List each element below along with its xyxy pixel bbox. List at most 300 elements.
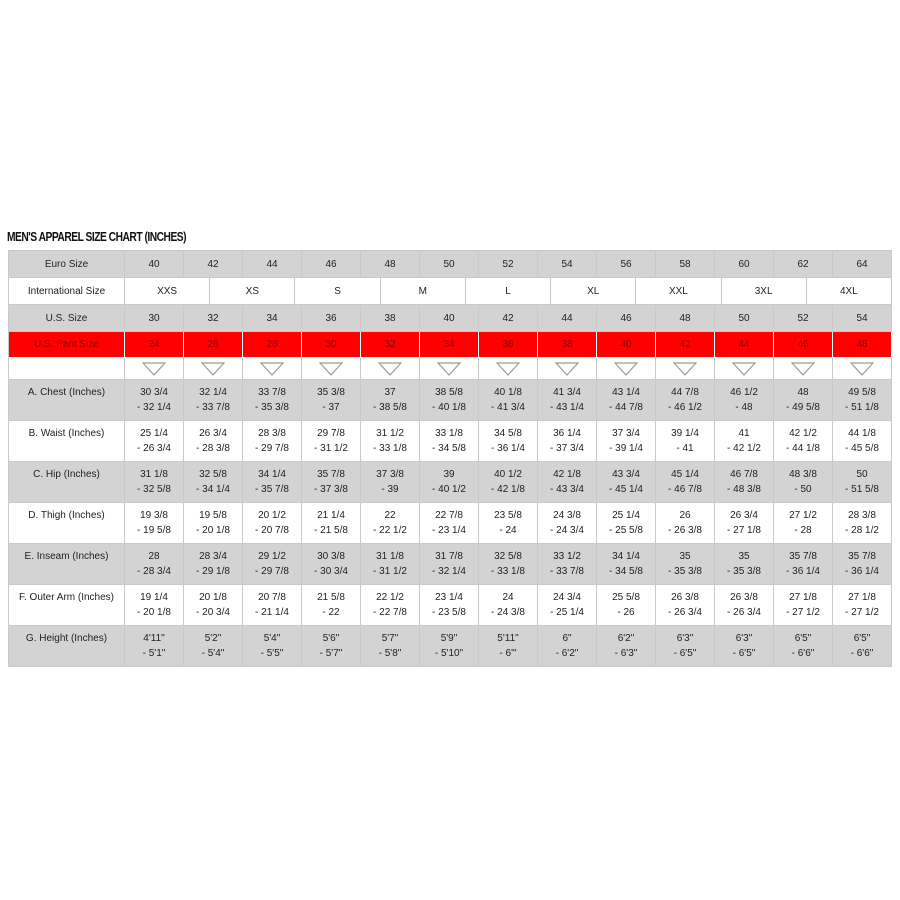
range-end: - 32 5/8: [137, 484, 171, 495]
arrow-cell: [715, 358, 774, 380]
range-start: 44 7/8: [671, 387, 699, 398]
us-pant-size-cell: 42: [656, 332, 715, 358]
range-end: - 34 1/4: [196, 484, 230, 495]
range-end: - 40 1/8: [432, 402, 466, 413]
range-start: 22: [384, 510, 396, 521]
range-end: - 33 7/8: [196, 402, 230, 413]
measurement-cell: [715, 421, 774, 462]
international-size-cell: XS: [210, 278, 295, 305]
us-pant-size-cell: 26: [184, 332, 243, 358]
range-start: 27 1/8: [789, 592, 817, 603]
measurement-cell: [125, 380, 184, 421]
range-start: 37 3/8: [376, 469, 404, 480]
us-pant-size-cell: 34: [420, 332, 479, 358]
euro-size-cell: 64: [833, 251, 892, 278]
measurement-cell: [833, 626, 892, 667]
range-start: 31 1/2: [376, 428, 404, 439]
range-start: 43 3/4: [612, 469, 640, 480]
range-end: - 31 1/2: [314, 443, 348, 454]
range-end: - 46 7/8: [668, 484, 702, 495]
range-end: - 24: [499, 525, 517, 536]
measurement-cell: [479, 503, 538, 544]
range-end: - 41: [676, 443, 694, 454]
range-end: - 37 3/8: [314, 484, 348, 495]
range-start: 21 1/4: [317, 510, 345, 521]
range-end: - 26 3/4: [727, 607, 761, 618]
range-start: 38 5/8: [435, 387, 463, 398]
down-arrow-icon: [850, 362, 874, 376]
range-end: - 43 3/4: [550, 484, 584, 495]
range-start: 34 1/4: [258, 469, 286, 480]
range-start: 6'5": [794, 633, 812, 644]
range-end: - 35 3/8: [668, 566, 702, 577]
down-arrow-icon: [319, 362, 343, 376]
range-start: 35: [679, 551, 691, 562]
range-end: - 20 1/8: [137, 607, 171, 618]
measurement-cell: [715, 462, 774, 503]
us-size-cell: 40: [420, 305, 479, 332]
range-end: - 27 1/2: [845, 607, 879, 618]
range-start: 5'9": [440, 633, 458, 644]
arrow-row-spacer: [9, 358, 125, 380]
range-end: - 44 1/8: [786, 443, 820, 454]
range-start: 20 1/8: [199, 592, 227, 603]
range-start: 43 1/4: [612, 387, 640, 398]
measurement-cell: [420, 380, 479, 421]
measurement-cell: [715, 626, 774, 667]
range-end: - 31 1/2: [373, 566, 407, 577]
measurement-label: G. Height (Inches): [9, 626, 125, 667]
arrow-cell: [184, 358, 243, 380]
measurement-cell: [125, 462, 184, 503]
measurement-cell: [597, 626, 656, 667]
range-end: - 36 1/4: [845, 566, 879, 577]
euro-size-cell: 40: [125, 251, 184, 278]
range-end: - 51 5/8: [845, 484, 879, 495]
range-end: - 43 1/4: [550, 402, 584, 413]
range-start: 5'6": [322, 633, 340, 644]
euro-size-row: [8, 250, 892, 278]
measurement-cell: [243, 626, 302, 667]
range-start: 19 1/4: [140, 592, 168, 603]
measurement-cell: [361, 380, 420, 421]
range-end: - 27 1/8: [727, 525, 761, 536]
range-start: 33 7/8: [258, 387, 286, 398]
measurement-cell: [302, 626, 361, 667]
measurement-cell: [184, 626, 243, 667]
range-end: - 6'5": [732, 648, 756, 659]
measurement-label: A. Chest (Inches): [9, 380, 125, 421]
range-start: 35 7/8: [848, 551, 876, 562]
range-end: - 28: [794, 525, 812, 536]
euro-size-cell: 54: [538, 251, 597, 278]
range-end: - 20 1/8: [196, 525, 230, 536]
euro-size-cell: 60: [715, 251, 774, 278]
range-start: 40 1/2: [494, 469, 522, 480]
range-end: - 21 1/4: [255, 607, 289, 618]
range-start: 26: [679, 510, 691, 521]
range-start: 41: [738, 428, 750, 439]
range-end: - 6'2": [555, 648, 579, 659]
range-end: - 29 1/8: [196, 566, 230, 577]
range-start: 5'4": [263, 633, 281, 644]
measurement-cell: [243, 421, 302, 462]
measurement-cell: [243, 544, 302, 585]
range-end: - 42 1/8: [491, 484, 525, 495]
range-start: 25 1/4: [612, 510, 640, 521]
us-size-cell: 34: [243, 305, 302, 332]
measurement-label: C. Hip (Inches): [9, 462, 125, 503]
range-start: 6'3": [735, 633, 753, 644]
down-arrow-icon: [614, 362, 638, 376]
range-end: - 20 7/8: [255, 525, 289, 536]
arrow-cell: [656, 358, 715, 380]
range-start: 46 7/8: [730, 469, 758, 480]
measurement-cell: [715, 503, 774, 544]
us-pant-size-cell: 30: [302, 332, 361, 358]
measurement-cell: [184, 544, 243, 585]
range-start: 33 1/2: [553, 551, 581, 562]
range-start: 5'11": [497, 633, 519, 644]
range-end: - 6'6": [791, 648, 815, 659]
range-end: - 6'3": [614, 648, 638, 659]
range-end: - 19 5/8: [137, 525, 171, 536]
range-start: 19 5/8: [199, 510, 227, 521]
measurement-cell: [656, 503, 715, 544]
measurement-label: D. Thigh (Inches): [9, 503, 125, 544]
international-size-cell: XL: [551, 278, 636, 305]
measurement-cell: [656, 585, 715, 626]
measurement-cell: [774, 585, 833, 626]
arrow-row: [8, 358, 892, 380]
range-end: - 37 3/4: [550, 443, 584, 454]
us-pant-size-cell: 36: [479, 332, 538, 358]
range-start: 28 3/4: [199, 551, 227, 562]
us-size-cell: 36: [302, 305, 361, 332]
euro-size-cell: 56: [597, 251, 656, 278]
us-pant-size-cell: 38: [538, 332, 597, 358]
measurement-cell: [184, 585, 243, 626]
measurement-cell: [774, 421, 833, 462]
measurement-row: [8, 503, 892, 544]
range-start: 33 1/8: [435, 428, 463, 439]
us-pant-size-cell: 44: [715, 332, 774, 358]
us-pant-size-label: U.S. Pant Size: [9, 332, 125, 358]
range-end: - 5'5": [260, 648, 284, 659]
measurement-cell: [479, 585, 538, 626]
euro-size-cell: 46: [302, 251, 361, 278]
euro-size-cell: 62: [774, 251, 833, 278]
range-start: 5'7": [381, 633, 399, 644]
range-end: - 5'7": [319, 648, 343, 659]
chart-title: MEN'S APPAREL SIZE CHART (INCHES): [7, 230, 187, 244]
range-start: 28: [148, 551, 160, 562]
measurement-cell: [656, 626, 715, 667]
measurement-cell: [243, 380, 302, 421]
measurement-cell: [597, 585, 656, 626]
measurement-cell: [833, 380, 892, 421]
range-end: - 24 3/4: [550, 525, 584, 536]
range-end: - 27 1/2: [786, 607, 820, 618]
range-end: - 46 1/2: [668, 402, 702, 413]
range-end: - 25 1/4: [550, 607, 584, 618]
range-start: 42 1/8: [553, 469, 581, 480]
us-pant-size-cell: 28: [243, 332, 302, 358]
measurement-cell: [656, 421, 715, 462]
measurement-cell: [538, 544, 597, 585]
range-start: 5'2": [204, 633, 222, 644]
range-start: 23 5/8: [494, 510, 522, 521]
size-chart-table: [8, 250, 892, 667]
range-start: 27 1/8: [848, 592, 876, 603]
us-size-cell: 44: [538, 305, 597, 332]
range-end: - 35 3/8: [255, 402, 289, 413]
range-start: 21 5/8: [317, 592, 345, 603]
range-end: - 23 5/8: [432, 607, 466, 618]
measurement-cell: [656, 380, 715, 421]
range-end: - 39: [381, 484, 399, 495]
range-start: 22 7/8: [435, 510, 463, 521]
range-start: 28 3/8: [258, 428, 286, 439]
range-end: - 34 5/8: [609, 566, 643, 577]
range-start: 28 3/8: [848, 510, 876, 521]
range-start: 32 5/8: [199, 469, 227, 480]
down-arrow-icon: [496, 362, 520, 376]
range-end: - 41 3/4: [491, 402, 525, 413]
arrow-cell: [361, 358, 420, 380]
measurement-cell: [420, 421, 479, 462]
international-size-row: [8, 278, 892, 305]
us-pant-size-cell: 48: [833, 332, 892, 358]
international-size-cell: XXS: [125, 278, 210, 305]
down-arrow-icon: [142, 362, 166, 376]
range-start: 49 5/8: [848, 387, 876, 398]
range-end: - 33 1/8: [491, 566, 525, 577]
range-end: - 50: [794, 484, 812, 495]
range-end: - 6'5": [673, 648, 697, 659]
range-start: 20 1/2: [258, 510, 286, 521]
euro-size-cell: 42: [184, 251, 243, 278]
range-start: 41 3/4: [553, 387, 581, 398]
international-size-cell: S: [295, 278, 380, 305]
range-start: 48 3/8: [789, 469, 817, 480]
measurement-cell: [597, 503, 656, 544]
range-end: - 28 3/8: [196, 443, 230, 454]
range-start: 6'3": [676, 633, 694, 644]
range-start: 30 3/4: [140, 387, 168, 398]
range-end: - 29 7/8: [255, 566, 289, 577]
measurement-row: [8, 544, 892, 585]
range-end: - 48: [735, 402, 753, 413]
range-end: - 51 1/8: [845, 402, 879, 413]
range-start: 27 1/2: [789, 510, 817, 521]
measurement-cell: [538, 503, 597, 544]
measurement-cell: [420, 626, 479, 667]
measurement-cell: [774, 544, 833, 585]
range-end: - 5'10": [434, 648, 464, 659]
measurement-cell: [243, 462, 302, 503]
euro-size-cell: 48: [361, 251, 420, 278]
range-start: 44 1/8: [848, 428, 876, 439]
measurement-cell: [597, 380, 656, 421]
us-pant-size-row: [8, 332, 892, 358]
range-start: 31 1/8: [140, 469, 168, 480]
measurement-cell: [538, 585, 597, 626]
range-end: - 21 5/8: [314, 525, 348, 536]
measurement-cell: [833, 503, 892, 544]
range-start: 34 5/8: [494, 428, 522, 439]
range-start: 45 1/4: [671, 469, 699, 480]
down-arrow-icon: [791, 362, 815, 376]
measurement-label: F. Outer Arm (Inches): [9, 585, 125, 626]
arrow-cell: [125, 358, 184, 380]
range-end: - 29 7/8: [255, 443, 289, 454]
range-start: 50: [856, 469, 868, 480]
measurement-row: [8, 462, 892, 503]
measurement-cell: [538, 626, 597, 667]
range-end: - 49 5/8: [786, 402, 820, 413]
down-arrow-icon: [260, 362, 284, 376]
range-end: - 6'6": [850, 648, 874, 659]
measurement-cell: [302, 503, 361, 544]
us-size-cell: 32: [184, 305, 243, 332]
measurement-cell: [479, 544, 538, 585]
euro-size-label: Euro Size: [9, 251, 125, 278]
range-end: - 32 1/4: [137, 402, 171, 413]
range-end: - 38 5/8: [373, 402, 407, 413]
measurement-cell: [479, 421, 538, 462]
range-end: - 33 1/8: [373, 443, 407, 454]
measurement-cell: [302, 421, 361, 462]
range-end: - 5'1": [142, 648, 166, 659]
range-end: - 44 7/8: [609, 402, 643, 413]
international-size-cell: XXL: [636, 278, 721, 305]
measurement-cell: [774, 380, 833, 421]
range-end: - 37: [322, 402, 340, 413]
range-start: 26 3/8: [671, 592, 699, 603]
range-start: 23 1/4: [435, 592, 463, 603]
range-end: - 36 1/4: [491, 443, 525, 454]
us-pant-size-cell: 40: [597, 332, 656, 358]
range-start: 48: [797, 387, 809, 398]
range-start: 32 5/8: [494, 551, 522, 562]
measurement-cell: [597, 544, 656, 585]
international-size-cell: 4XL: [807, 278, 892, 305]
us-pant-size-cell: 46: [774, 332, 833, 358]
measurement-cell: [538, 421, 597, 462]
range-start: 37: [384, 387, 396, 398]
measurement-cell: [302, 380, 361, 421]
range-start: 26 3/8: [730, 592, 758, 603]
measurement-cell: [656, 462, 715, 503]
measurement-cell: [420, 503, 479, 544]
measurement-cell: [361, 585, 420, 626]
measurement-cell: [833, 585, 892, 626]
range-end: - 22 7/8: [373, 607, 407, 618]
measurement-cell: [361, 503, 420, 544]
range-start: 40 1/8: [494, 387, 522, 398]
international-size-cell: 3XL: [722, 278, 807, 305]
range-start: 39: [443, 469, 455, 480]
range-end: - 28 1/2: [845, 525, 879, 536]
down-arrow-icon: [555, 362, 579, 376]
range-start: 37 3/4: [612, 428, 640, 439]
measurement-row: [8, 585, 892, 626]
range-start: 22 1/2: [376, 592, 404, 603]
range-start: 35 7/8: [317, 469, 345, 480]
measurement-cell: [361, 626, 420, 667]
measurement-cell: [361, 462, 420, 503]
range-start: 26 3/4: [730, 510, 758, 521]
range-end: - 22 1/2: [373, 525, 407, 536]
down-arrow-icon: [673, 362, 697, 376]
measurement-cell: [184, 503, 243, 544]
range-start: 26 3/4: [199, 428, 227, 439]
measurement-cell: [597, 462, 656, 503]
range-end: - 32 1/4: [432, 566, 466, 577]
measurement-cell: [479, 462, 538, 503]
measurement-cell: [420, 585, 479, 626]
arrow-cell: [420, 358, 479, 380]
range-start: 29 1/2: [258, 551, 286, 562]
range-start: 35: [738, 551, 750, 562]
measurement-cell: [420, 462, 479, 503]
international-size-label: International Size: [9, 278, 125, 305]
down-arrow-icon: [437, 362, 461, 376]
range-start: 34 1/4: [612, 551, 640, 562]
measurement-cell: [184, 421, 243, 462]
range-end: - 48 3/8: [727, 484, 761, 495]
range-end: - 42 1/2: [727, 443, 761, 454]
measurement-label: B. Waist (Inches): [9, 421, 125, 462]
range-start: 6": [562, 633, 572, 644]
range-start: 25 5/8: [612, 592, 640, 603]
range-end: - 35 3/8: [727, 566, 761, 577]
measurement-cell: [479, 626, 538, 667]
range-end: - 34 5/8: [432, 443, 466, 454]
measurement-cell: [774, 626, 833, 667]
measurement-cell: [243, 503, 302, 544]
arrow-cell: [774, 358, 833, 380]
range-end: - 39 1/4: [609, 443, 643, 454]
measurement-cell: [302, 462, 361, 503]
range-start: 39 1/4: [671, 428, 699, 439]
range-start: 36 1/4: [553, 428, 581, 439]
range-start: 20 7/8: [258, 592, 286, 603]
euro-size-cell: 44: [243, 251, 302, 278]
measurement-cell: [184, 380, 243, 421]
range-start: 31 1/8: [376, 551, 404, 562]
measurement-cell: [125, 585, 184, 626]
us-size-cell: 46: [597, 305, 656, 332]
measurement-cell: [125, 503, 184, 544]
range-end: - 26: [617, 607, 635, 618]
range-start: 4'11": [143, 633, 165, 644]
range-start: 32 1/4: [199, 387, 227, 398]
range-end: - 45 5/8: [845, 443, 879, 454]
us-pant-size-cell: 32: [361, 332, 420, 358]
measurement-cell: [715, 585, 774, 626]
measurement-row: [8, 421, 892, 462]
international-size-cell: L: [466, 278, 551, 305]
range-end: - 23 1/4: [432, 525, 466, 536]
range-end: - 28 3/4: [137, 566, 171, 577]
range-start: 19 3/8: [140, 510, 168, 521]
us-size-cell: 50: [715, 305, 774, 332]
euro-size-cell: 52: [479, 251, 538, 278]
us-size-cell: 42: [479, 305, 538, 332]
range-end: - 5'4": [201, 648, 225, 659]
